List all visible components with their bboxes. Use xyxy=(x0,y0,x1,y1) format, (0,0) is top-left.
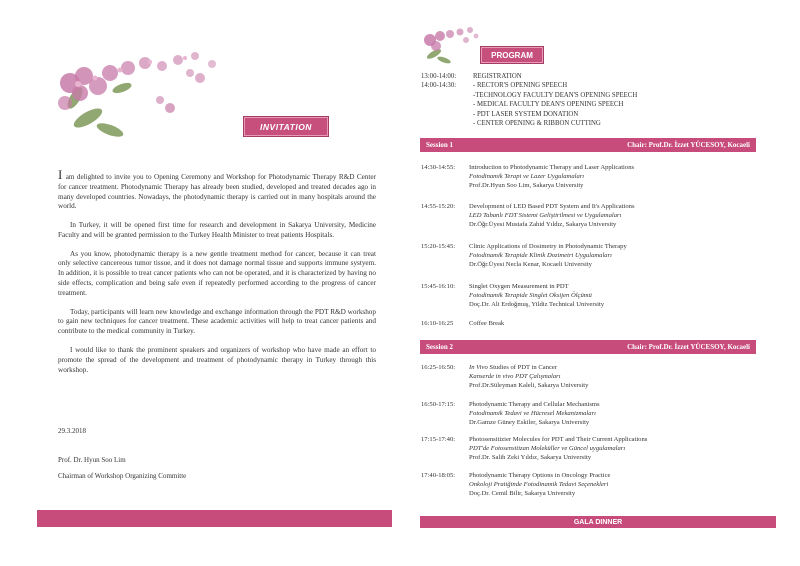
session-label: Session 2 xyxy=(426,343,454,351)
letter-date: 29.3.2018 xyxy=(58,427,86,435)
session-2-header xyxy=(420,340,756,354)
schedule-row: - MEDICAL FACULTY DEAN'S OPENING SPEECH xyxy=(473,101,624,109)
letter-paragraph-4: Today, participants will learn new knowledge and exchange information through the PDT R&D workshop to gain new techniques for cancer treatment. These academic activities will help to treat cancer patients and contribute to the medical community in Turkey. xyxy=(58,307,376,336)
schedule-row: - PDT LASER SYSTEM DONATION xyxy=(473,110,579,118)
session-chair: Chair: Prof.Dr. İzzet YÜCESOY, Kocaeli xyxy=(627,343,750,351)
letter-paragraph-5: I would like to thank the prominent speakers and organizers of workshop who have made an effort to promote the spread of the development and treatment of photodynamic therapy in Turkey through this workshop. xyxy=(58,345,376,374)
talk-item: 16:50-17:15: Photodynamic Therapy and Cellular Mechanisms Fotodinamik Tedavi ve Hücresel Mekanizmaları Dr.Gamze Güney Eskiler, Sakarya University xyxy=(421,401,600,426)
talk-item: 14:55-15:20: Development of LED Based PDT System and It's Applications LED Tabanlı FDT Sistemi Geliştirilmesi ve Uygulamaları Dr.Öğr.Üyesi Mustafa Zahid Yıldız, Sakarya University xyxy=(421,203,635,228)
footer-band xyxy=(37,510,392,527)
talk-item: 15:45-16:10: Singlet Oxygen Measurement in PDT Fotodinamik Terapide Singlet Oksijen Ölçümü Doç.Dr. Ali Erdoğmuş, Yildiz Technical University xyxy=(421,283,605,308)
talk-item: 17:15-17:40: Photosensitizier Molecules for PDT and Their Current Applications PDT'de Fotosensitizan Moleküller ve Güncel uygulamaları Prof.Dr. Salih Zeki Yıldız, Sakarya University xyxy=(421,436,648,461)
gala-dinner-banner: GALA DINNER xyxy=(420,516,776,528)
schedule-row: - CENTER OPENING & RIBBON CUTTING xyxy=(473,119,601,127)
session-chair: Chair: Prof.Dr. İzzet YÜCESOY, Kocaeli xyxy=(627,141,750,149)
coffee-break: 16:10-16:25 Coffee Break xyxy=(421,320,505,327)
talk-item: 14:30-14:55: Introduction to Photodynamic Therapy and Laser Applications Fotodinamik Terapi ve Lazer Uygulamaları Prof.Dr.Hyun Soo Lim, Sakarya University xyxy=(421,164,635,189)
lilac-flowers-icon xyxy=(50,48,240,158)
letter-paragraph-1: I am delighted to invite you to Opening Ceremony and Workshop for Photodynamic Therapy R&D Center for cancer treatment. Photodynamic Therapy has already been studied, developed and treated decades ago in many developed countries. Nowadays, the photodynamic therapy is carried out in many hospitals around the world. xyxy=(58,167,376,211)
signer-title: Chairman of Workshop Organizing Committe xyxy=(58,472,187,480)
schedule-row: 13:00-14:00: REGISTRATION xyxy=(421,73,522,80)
signer-name: Prof. Dr. Hyun Soo Lim xyxy=(58,456,126,464)
letter-paragraph-2: In Turkey, it will be opened first time for research and development in Sakarya University, Medicine Faculty and will be granted permission to the Turkey Health Minister to treat patients Hospitals. xyxy=(58,221,376,239)
talk-item: 17:40-18:05: Photodynamic Therapy Options in Oncology Practice Onkoloji Pratiğinde Fotodinamik Tedavi Seçenekleri Doç.Dr. Cemil Bilir, Sakarya University xyxy=(421,472,611,497)
program-panel xyxy=(400,0,800,566)
session-1-header xyxy=(420,138,756,152)
invitation-letter xyxy=(58,168,376,384)
letter-paragraph-3: As you know, photodynamic therapy is a new gentle treatment method for cancer, because it can treat only selective cancereous tumor tissue, and it does not damage normal tissue and supports immune systyem. In addition, it is possible to treat cancer patients who can not be operated, and it is characterized by having no side effects, complication and being safe even if repeatedly performed according to the progress of cancer treatment. xyxy=(58,249,376,297)
schedule-row: -TECHNOLOGY FACULTY DEAN'S OPENING SPEECH xyxy=(473,91,638,99)
talk-item: 15:20-15:45: Clinic Applications of Dosimetry in Photodynamic Therapy Fotodinamik Terapide Klinik Dozimetri Uygulamaları Dr.Öğr.Üyesi Necla Kenar, Kocaeli University xyxy=(421,243,627,268)
lilac-flowers-icon xyxy=(420,24,482,70)
drop-cap: I xyxy=(58,167,63,182)
session-label: Session 1 xyxy=(426,141,454,149)
talk-item: 16:25-16:50: In Vivo Studies of PDT in Cancer Kanserde in vivo PDT Çalışmaları Prof.Dr.Süleyman Kaleli, Sakarya University xyxy=(421,364,589,389)
program-banner: PROGRAM xyxy=(480,46,544,64)
opening-schedule xyxy=(421,72,781,128)
schedule-row: 14:00-14:30: - RECTOR'S OPENING SPEECH xyxy=(421,82,568,90)
invitation-banner: INVITATION xyxy=(243,116,329,137)
